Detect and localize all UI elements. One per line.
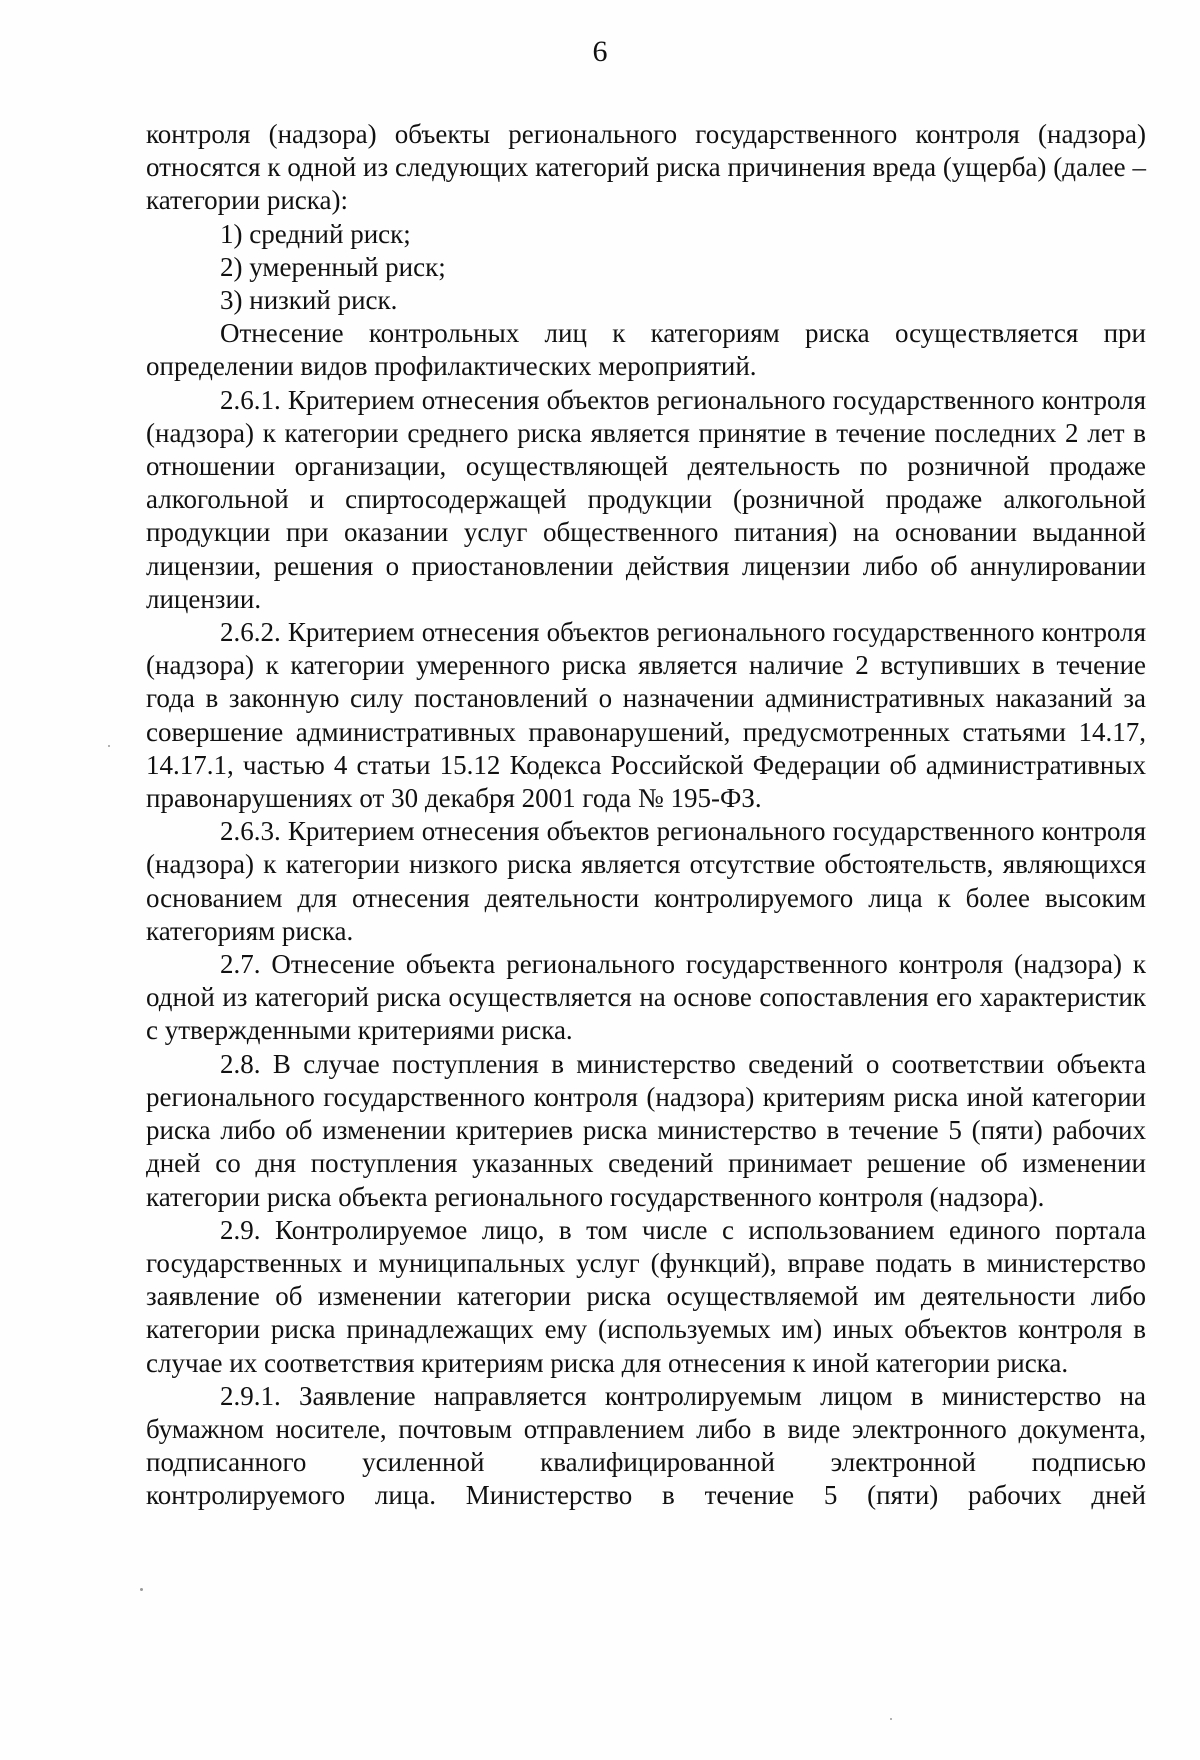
paragraph-continuation: контроля (надзора) объекты регионального государственного контроля (надзора) относятся к одной из следующих категорий риска причинения вреда (ущерба) (далее – категории риска): (146, 119, 1146, 216)
list-item-low-risk: 3) низкий риск. (220, 285, 398, 316)
paragraph-2-9-1: 2.9.1. Заявление направляется контролируемым лицом в министерство на бумажном носителе, почтовым отправлением либо в виде электронного документа, подписанного усиленной квалифицированной электронной подписью контролируемого лица. Министерство в течение 5 (пяти) рабочих дней (146, 1380, 1146, 1511)
paragraph-2-9: 2.9. Контролируемое лицо, в том числе с использованием единого портала государственных и муниципальных услуг (функций), вправе подать в министерство заявление об изменении категории риска осуществляемой им деятельности либо категории риска принадлежащих ему (используемых им) иных объектов контроля в случае их соответствия критериям риска для отнесения к иной категории риска. (146, 1214, 1146, 1378)
list-item-medium-risk: 1) средний риск; (220, 218, 411, 249)
paragraph-2-8: 2.8. В случае поступления в министерство сведений о соответствии объекта регионального государственного контроля (надзора) критериям риска иной категории риска либо об изменении критериев риска министерство в течение 5 (пяти) рабочих дней со дня поступления указанных сведений принимает решение об изменении категории риска объекта регионального государственного контроля (надзора). (146, 1048, 1146, 1212)
scan-speck (108, 745, 110, 747)
paragraph-2-6-1: 2.6.1. Критерием отнесения объектов регионального государственного контроля (надзора) к категории среднего риска является принятие в течение последних 2 лет в отношении организации, осуществляющей деятельность по розничной продаже алкогольной и спиртосодержащей продукции (розничной продаже алкогольной продукции при оказании услуг общественного питания) на основании выданной лицензии, решения о приостановлении действия лицензии либо об аннулировании лицензии. (146, 384, 1146, 614)
document-body (146, 118, 1146, 1513)
page-number: 6 (592, 35, 608, 68)
scan-speck (140, 1588, 143, 1591)
scan-speck (890, 1718, 892, 1720)
paragraph-risk-assignment: Отнесение контрольных лиц к категориям риска осуществляется при определении видов профилактических мероприятий. (146, 318, 1146, 382)
paragraph-2-6-2: 2.6.2. Критерием отнесения объектов регионального государственного контроля (надзора) к категории умеренного риска является наличие 2 вступивших в течение года в законную силу постановлений о назначении административных наказаний за совершение административных правонарушений, предусмотренных статьями 14.17, 14.17.1, частью 4 статьи 15.12 Кодекса Российской Федерации об административных правонарушениях от 30 декабря 2001 года № 195-ФЗ. (146, 617, 1146, 814)
list-item-moderate-risk: 2) умеренный риск; (220, 251, 446, 282)
paragraph-2-7: 2.7. Отнесение объекта регионального государственного контроля (надзора) к одной из категорий риска осуществляется на основе сопоставления его характеристик с утвержденными критериями риска. (146, 949, 1146, 1046)
paragraph-2-6-3: 2.6.3. Критерием отнесения объектов регионального государственного контроля (надзора) к категории низкого риска является отсутствие обстоятельств, являющихся основанием для отнесения деятельности контролируемого лица к более высоким категориям риска. (146, 816, 1146, 946)
